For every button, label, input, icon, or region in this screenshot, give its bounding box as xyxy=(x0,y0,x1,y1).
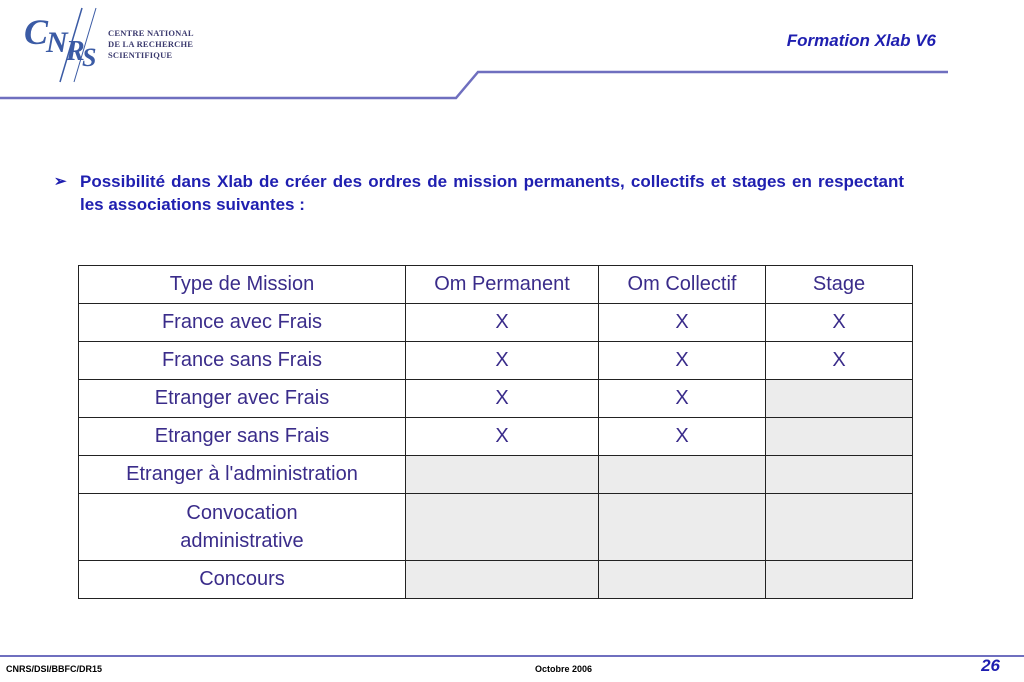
footer-divider xyxy=(0,655,1024,657)
table-cell xyxy=(766,456,913,494)
svg-text:R: R xyxy=(66,36,85,67)
org-name xyxy=(108,28,194,61)
table-cell xyxy=(766,561,913,599)
table-cell xyxy=(406,561,599,599)
table-cell: Etranger avec Frais xyxy=(79,380,406,418)
table-cell xyxy=(599,561,766,599)
org-name-line-3: SCIENTIFIQUE xyxy=(108,50,173,60)
table-cell: Etranger à l'administration xyxy=(79,456,406,494)
table-cell: X xyxy=(406,418,599,456)
table-cell: X xyxy=(599,342,766,380)
footer-source: CNRS/DSI/BBFC/DR15 xyxy=(6,664,103,674)
table-cell xyxy=(599,494,766,561)
table-cell xyxy=(766,380,913,418)
table-row xyxy=(79,456,913,494)
svg-text:N: N xyxy=(46,26,68,59)
table-cell: Etranger sans Frais xyxy=(79,418,406,456)
page-number: 26 xyxy=(981,656,1000,675)
arrow-bullet-icon: ➢ xyxy=(54,173,67,190)
svg-text:C: C xyxy=(24,12,49,52)
table-row xyxy=(79,342,913,380)
table-cell: X xyxy=(406,342,599,380)
table-row xyxy=(79,304,913,342)
table-cell: France sans Frais xyxy=(79,342,406,380)
table-header-row xyxy=(79,266,913,304)
table-cell: X xyxy=(406,380,599,418)
table-cell xyxy=(766,418,913,456)
table-cell: X xyxy=(599,380,766,418)
table-cell: France avec Frais xyxy=(79,304,406,342)
table-cell: X xyxy=(599,304,766,342)
table-cell: X xyxy=(766,304,913,342)
header-cell: Om Collectif xyxy=(599,266,766,304)
header-cell: Type de Mission xyxy=(79,266,406,304)
table-cell: X xyxy=(406,304,599,342)
header-cell: Om Permanent xyxy=(406,266,599,304)
table-row xyxy=(79,380,913,418)
header-title: Formation Xlab V6 xyxy=(786,31,936,50)
header-divider xyxy=(0,66,1024,106)
table-cell xyxy=(766,494,913,561)
table-cell xyxy=(599,456,766,494)
org-name-line-2: DE LA RECHERCHE xyxy=(108,39,194,49)
bullet-text: Possibilité dans Xlab de créer des ordres de mission permanents, collectifs et stages en respectant les associations suivantes : xyxy=(80,172,904,214)
table-cell xyxy=(406,456,599,494)
table-cell: Convocation administrative xyxy=(79,494,406,561)
table-cell: X xyxy=(599,418,766,456)
table-row xyxy=(79,561,913,599)
table-row xyxy=(79,494,913,561)
svg-text:S: S xyxy=(82,43,97,72)
footer-date: Octobre 2006 xyxy=(535,664,593,674)
table-cell: Concours xyxy=(79,561,406,599)
org-name-line-1: CENTRE NATIONAL xyxy=(108,28,194,38)
bullet-item xyxy=(54,170,904,216)
table-cell: X xyxy=(766,342,913,380)
header-cell: Stage xyxy=(766,266,913,304)
mission-table xyxy=(78,265,913,599)
table-row xyxy=(79,418,913,456)
table-cell xyxy=(406,494,599,561)
